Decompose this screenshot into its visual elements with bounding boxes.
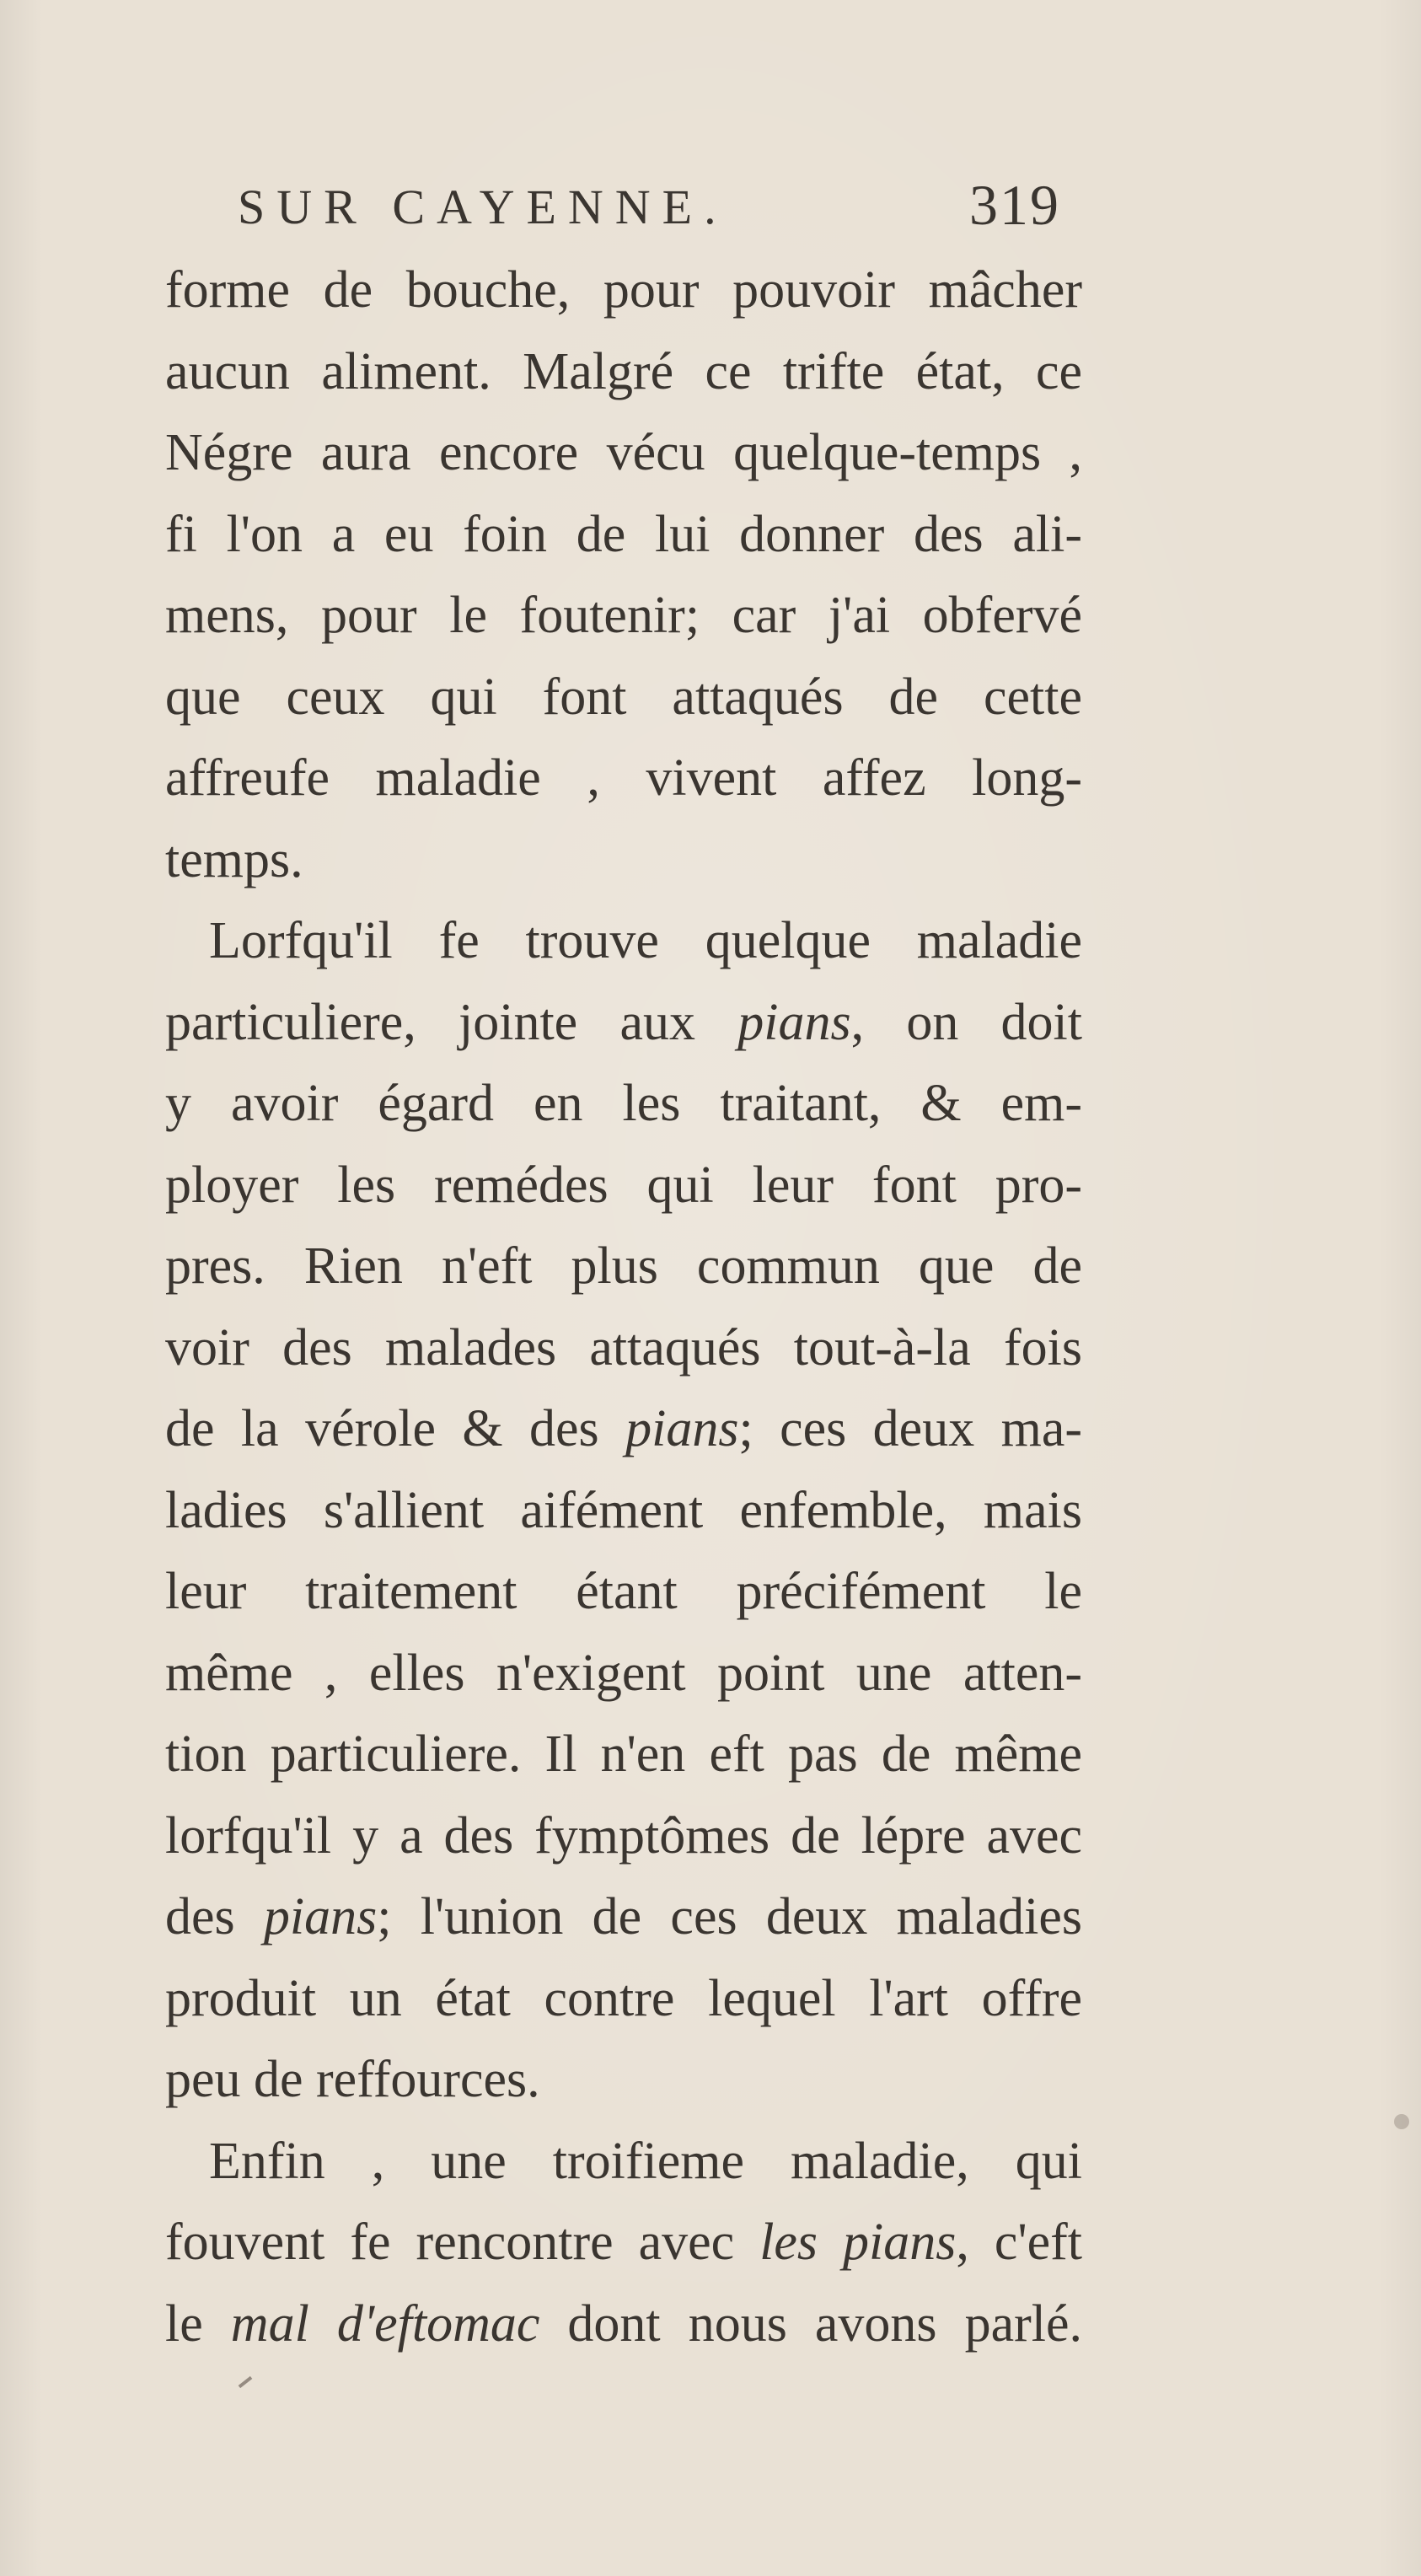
page-header	[0, 165, 1421, 241]
text-line: des pians; l'union de ces deux maladies	[165, 1888, 1082, 1945]
text-line: le mal d'eftomac dont nous avons parlé.	[165, 2294, 1082, 2353]
text-line: y avoir égard en les traitant, & em-	[165, 1075, 1082, 1132]
text-line: pres. Rien n'eft plus commun que de	[165, 1237, 1082, 1295]
running-title: SUR CAYENNE.	[238, 180, 728, 234]
text-line: leur traitement étant précifément le	[165, 1563, 1082, 1620]
text-line: fouvent fe rencontre avec les pians, c'eft	[165, 2214, 1082, 2271]
text-line: aucun aliment. Malgré ce trifte état, ce	[165, 342, 1082, 400]
text-line: Négre aura encore vécu quelque-temps ,	[165, 424, 1082, 481]
page-number: 319	[969, 173, 1060, 237]
text-line: voir des malades attaqués tout-à-la fois	[165, 1318, 1082, 1377]
text-line: peu de reffources.	[165, 2051, 540, 2108]
text-line: Lorfqu'il fe trouve quelque maladie	[209, 912, 1082, 969]
italic-word: pians	[737, 993, 851, 1051]
text-line: temps.	[165, 830, 303, 888]
text-line: tion particuliere. Il n'en eft pas de même	[165, 1725, 1082, 1783]
text-line: affreufe maladie , vivent affez long-	[165, 749, 1082, 807]
text-line: mens, pour le foutenir; car j'ai obfervé	[165, 587, 1082, 644]
text-line: même , elles n'exigent point une atten-	[165, 1644, 1082, 1702]
paper-speck	[1394, 2114, 1409, 2129]
text-line: ladies s'allient aifément enfemble, mais	[165, 1481, 1082, 1539]
italic-word: les pians	[759, 2214, 957, 2271]
text-line: ployer les remédes qui leur font pro-	[165, 1156, 1082, 1214]
italic-word: pians	[263, 1888, 378, 1945]
text-line: produit un état contre lequel l'art offre	[165, 1969, 1082, 2027]
italic-word: mal d'eftomac	[230, 2294, 540, 2353]
text-line: forme de bouche, pour pouvoir mâcher	[165, 261, 1082, 319]
text-line: de la vérole & des pians; ces deux ma-	[165, 1400, 1082, 1457]
italic-word: pians	[625, 1400, 739, 1457]
text-line: que ceux qui font attaqués de cette	[165, 668, 1082, 726]
text-line: fi l'on a eu foin de lui donner des ali-	[165, 505, 1082, 563]
text-line: particuliere, jointe aux pians, on doit	[165, 993, 1082, 1051]
body-text	[165, 250, 1082, 2441]
text-line: lorfqu'il y a des fymptômes de lépre avec	[165, 1806, 1082, 1865]
text-line: Enfin , une troifieme maladie, qui	[209, 2132, 1082, 2190]
